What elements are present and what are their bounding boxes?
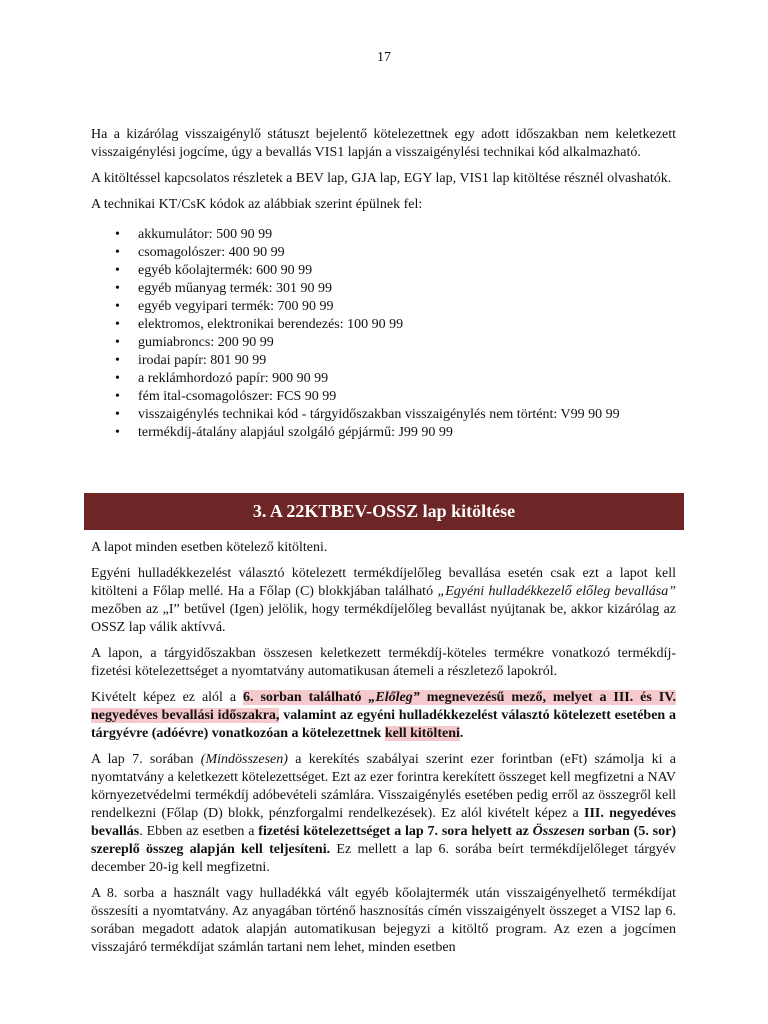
code-list-item bbox=[91, 262, 676, 280]
code-text: csomagolószer: 400 90 99 bbox=[138, 245, 285, 260]
code-list-item bbox=[91, 280, 676, 298]
body-paragraph-6: A 8. sorba a használt vagy hulladékká vált egyéb kőolajtermék után visszaigényelhető termékdíjat összesíti a nyomtatvány. Az anyagában történő hasznosítás címén visszaigényelt összeget a VIS2 lap 6. sorában megadott adatok alapján automatikusan bejegyzi a kitöltő program. Az ezen a jogcímen visszajáró termékdíjat számlán tartani nem lehet, minden esetben bbox=[91, 886, 676, 955]
code-list bbox=[91, 226, 676, 442]
code-text: elektromos, elektronikai berendezés: 100 90 99 bbox=[138, 317, 404, 332]
code-list-item bbox=[91, 388, 676, 406]
bullet-icon: • bbox=[115, 245, 120, 260]
intro-section bbox=[91, 126, 676, 442]
body-paragraph-2 bbox=[91, 565, 676, 637]
bullet-icon: • bbox=[115, 227, 120, 242]
text-run: Kivételt képez ez alól a bbox=[91, 690, 244, 705]
bullet-icon: • bbox=[115, 371, 120, 386]
code-text: gumiabroncs: 200 90 99 bbox=[138, 335, 274, 350]
code-text: visszaigénylés technikai kód - tárgyidőszakban visszaigénylés nem történt: V99 90 99 bbox=[138, 407, 620, 422]
code-text: fém ital-csomagolószer: FCS 90 99 bbox=[138, 389, 337, 404]
text-run: A lap 7. sorában bbox=[91, 752, 201, 767]
bold-italic-text bbox=[533, 824, 585, 839]
bullet-icon: • bbox=[115, 407, 120, 422]
bullet-icon: • bbox=[115, 281, 120, 296]
bullet-icon: • bbox=[115, 425, 120, 440]
code-text: akkumulátor: 500 90 99 bbox=[138, 227, 273, 242]
section-heading: 3. A 22KTBEV-OSSZ lap kitöltése bbox=[84, 493, 684, 530]
italic-field-name: „Előleg” bbox=[368, 690, 420, 705]
italic-text: (Mindösszesen) bbox=[200, 752, 288, 767]
text-run: Egyéni hulladékkezelést választó kötelezett termékdíjelőleg bevallása esetén csak ezt a lapot kell kitölteni a Főlap mellé. Ha a Főlap (C) blokkjában található bbox=[91, 566, 676, 599]
intro-paragraph-2: A kitöltéssel kapcsolatos részletek a BEV lap, GJA lap, EGY lap, VIS1 lap kitöltése résznél olvashatók. bbox=[91, 171, 672, 186]
body-paragraph-5 bbox=[91, 751, 676, 877]
text-run: a kerekítés szabályai szerint ezer forintban (eFt) számolja ki a nyomtatvány a keletkezett kötelezettséget. Ezt az ezer forintra kerekített összeget kell megfizetni a NAV környezetvédelmi termékdíj adóbevételi számlára. Visszaigénylés esetében pedig erről az összegről kell rendelkezni (Főlap (D) blokk, pénzforgalmi rendelkezések). Ez alól kivételt képez a bbox=[91, 752, 677, 821]
italic-field-name: „Egyéni hulladékkezelő előleg bevallása” bbox=[437, 584, 676, 599]
code-list-item bbox=[91, 298, 676, 316]
bold-text: . bbox=[459, 726, 464, 741]
bullet-icon: • bbox=[115, 299, 120, 314]
code-list-item bbox=[91, 370, 676, 388]
section-body bbox=[91, 539, 676, 965]
code-text: irodai papír: 801 90 99 bbox=[138, 353, 267, 368]
bold-text: valamint az egyéni hulladékkezelést választó kötelezett esetében a tárgyévre (adóévre) vonatkozóan a kötelezettnek bbox=[91, 708, 676, 741]
bullet-icon: • bbox=[115, 389, 120, 404]
text-run: . Ebben az esetben a bbox=[139, 824, 259, 839]
text-run: Ez mellett a lap 6. sorába beírt termékdíjelőleget tárgyév december 20-ig kell megfizetni. bbox=[91, 842, 676, 875]
bold-text: sorban (5. sor) szereplő összeg alapján kell teljesíteni. bbox=[91, 824, 676, 857]
code-list-item bbox=[91, 316, 676, 334]
bullet-icon: • bbox=[115, 353, 120, 368]
text-run: megnevezésű mező, melyet a III. és IV. negyedéves bevallási időszakra, bbox=[91, 690, 676, 723]
intro-paragraph-3: A technikai KT/CsK kódok az alábbiak szerint épülnek fel: bbox=[91, 197, 423, 212]
code-text: egyéb kőolajtermék: 600 90 99 bbox=[138, 263, 313, 278]
page-number: 17 bbox=[377, 50, 391, 65]
code-list-item bbox=[91, 244, 676, 262]
code-list-item bbox=[91, 352, 676, 370]
text-run: 6. sorban található bbox=[243, 690, 369, 705]
code-text: termékdíj-átalány alapjául szolgáló gépjármű: J99 90 99 bbox=[138, 425, 453, 440]
bold-text: fizetési kötelezettséget a lap 7. sora helyett az bbox=[258, 824, 533, 839]
bullet-icon: • bbox=[115, 317, 120, 332]
code-list-item bbox=[91, 334, 676, 352]
body-paragraph-4 bbox=[91, 689, 676, 743]
code-text: a reklámhordozó papír: 900 90 99 bbox=[138, 371, 329, 386]
bullet-icon: • bbox=[115, 335, 120, 350]
bullet-icon: • bbox=[115, 263, 120, 278]
code-list-item bbox=[91, 226, 676, 244]
bold-text: III. negyedéves bevallás bbox=[91, 806, 676, 839]
body-paragraph-3: A lapon, a tárgyidőszakban összesen keletkezett termékdíj-köteles termékre vonatkozó termékdíj-fizetési kötelezettséget a nyomtatvány automatikusan átemeli a részletező lapokról. bbox=[91, 646, 676, 679]
code-text: egyéb műanyag termék: 301 90 99 bbox=[138, 281, 333, 296]
code-list-item bbox=[91, 406, 676, 424]
body-paragraph-1: A lapot minden esetben kötelező kitölteni. bbox=[91, 540, 328, 555]
code-list-item bbox=[91, 424, 676, 442]
intro-paragraph-1: Ha a kizárólag visszaigénylő státuszt bejelentő kötelezettnek egy adott időszakban nem keletkezett visszaigénylési jogcíme, úgy a bevallás VIS1 lapján a visszaigénylési technikai kód alkalmazható. bbox=[91, 127, 676, 160]
highlighted-text: kell kitölteni bbox=[384, 726, 460, 741]
code-text: egyéb vegyipari termék: 700 90 99 bbox=[138, 299, 334, 314]
italic-text: Összesen bbox=[532, 824, 585, 839]
text-run: mezőben az „I” betűvel (Igen) jelölik, hogy termékdíjelőleg bevallást nyújtanak be, akkor kizárólag az OSSZ lap válik aktívvá. bbox=[91, 602, 676, 635]
